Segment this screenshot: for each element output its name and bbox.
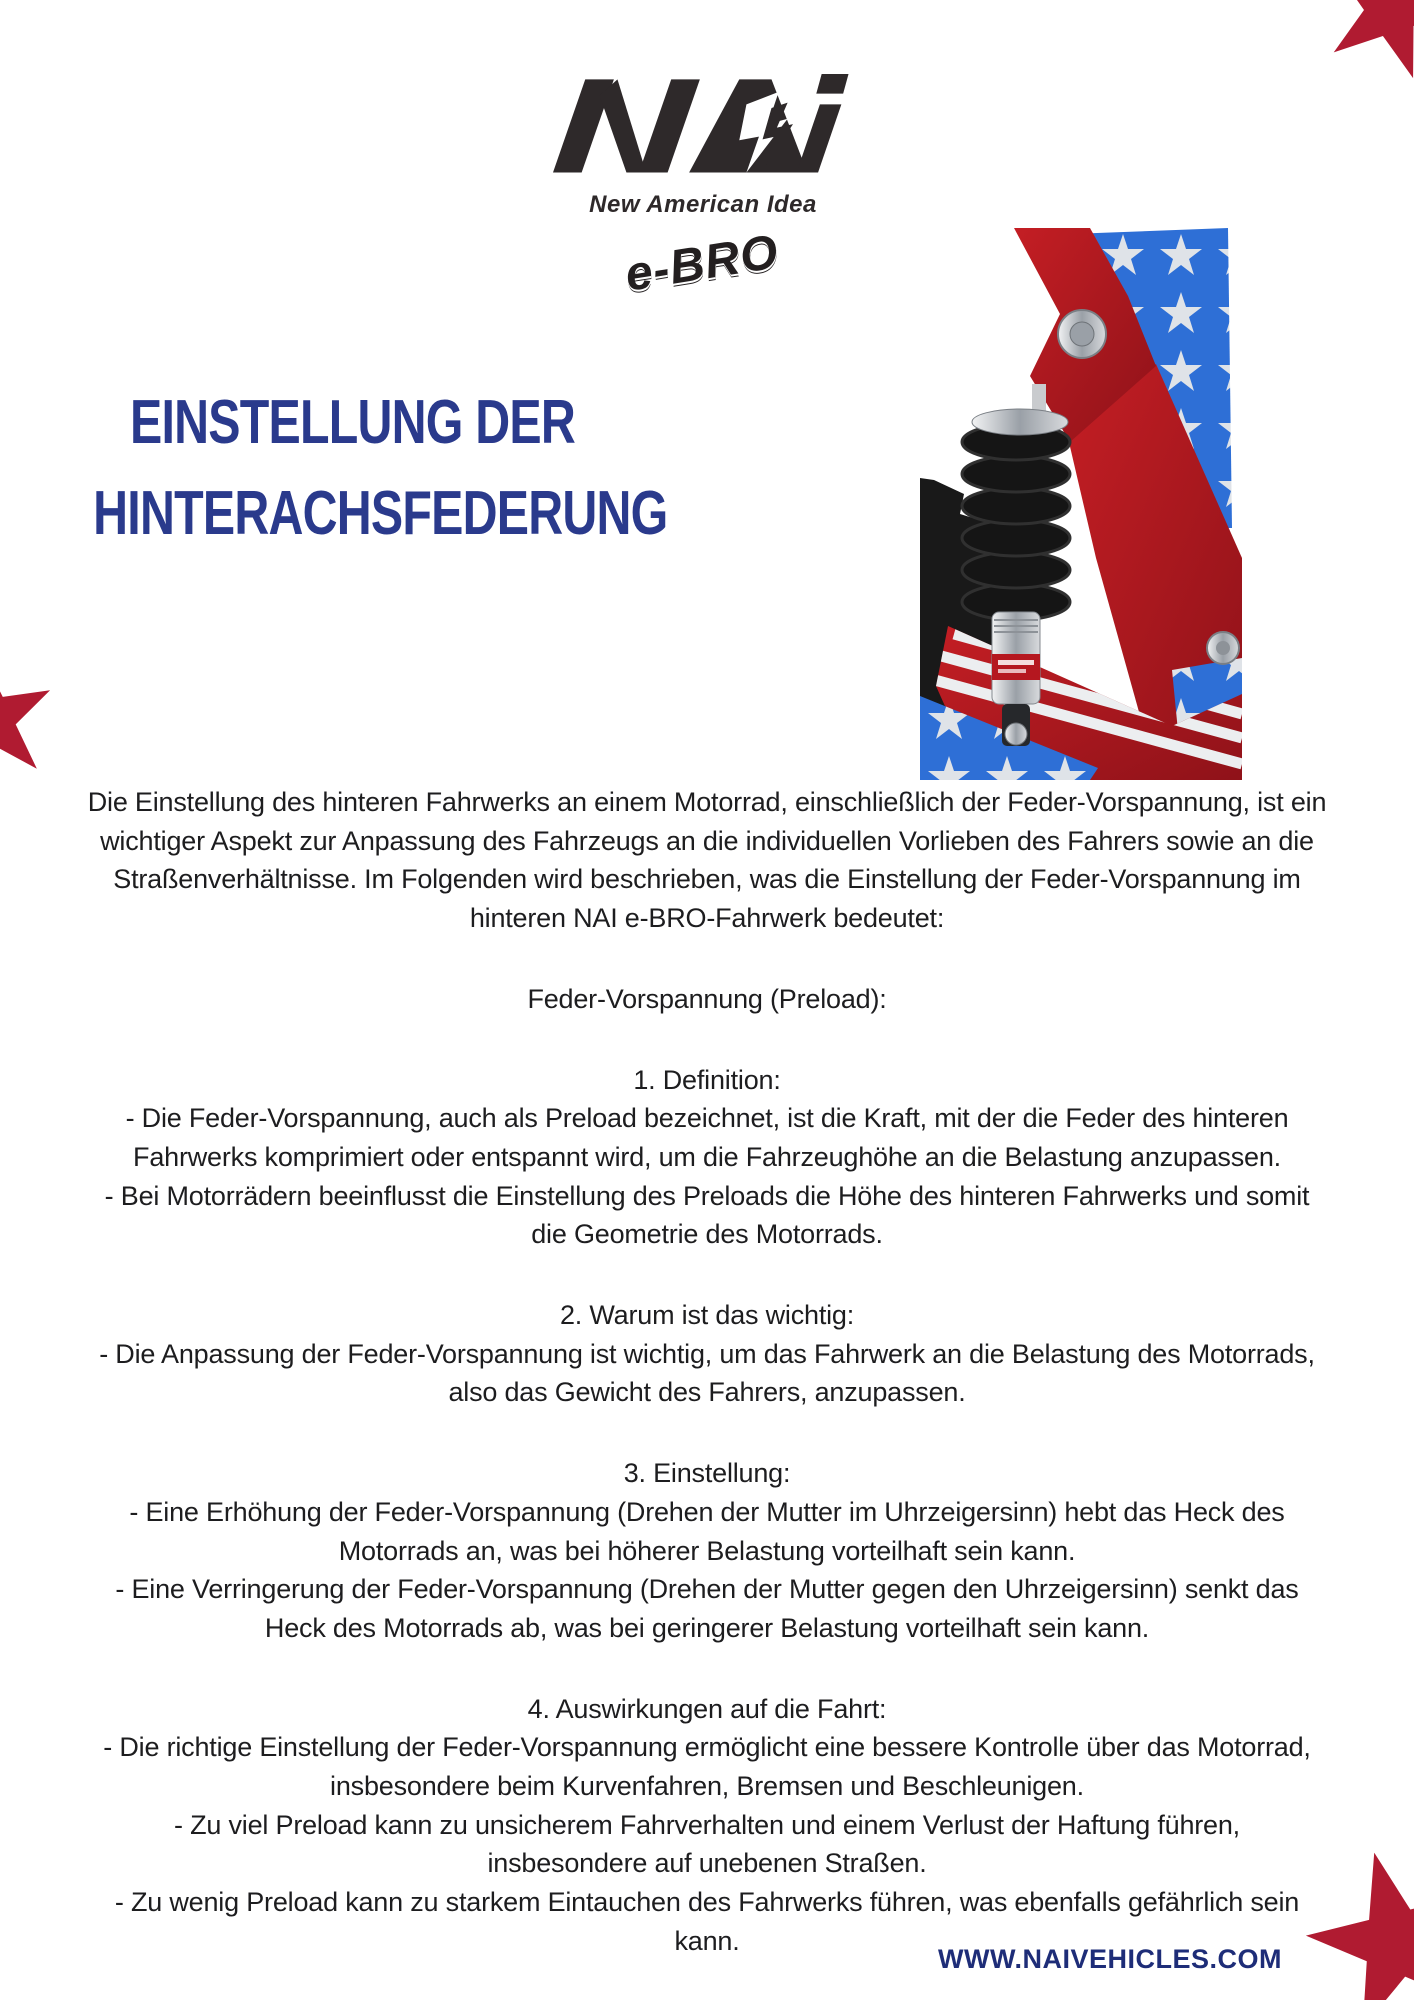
body-line: Motorrads an, was bei höherer Belastung vorteilhaft sein kann. xyxy=(338,1535,1076,1566)
rear-suspension-photo xyxy=(920,228,1242,780)
page-title xyxy=(20,377,685,559)
section-heading: 4. Auswirkungen auf die Fahrt: xyxy=(527,1693,887,1724)
section-definition xyxy=(0,1061,1414,1255)
title-line-1: EINSTELLUNG DER xyxy=(129,388,576,457)
body-line: insbesondere auf unebenen Straßen. xyxy=(487,1848,927,1879)
body-line: also das Gewicht des Fahrers, anzupassen. xyxy=(448,1377,966,1408)
section-heading: 2. Warum ist das wichtig: xyxy=(559,1300,855,1331)
section-adjustment xyxy=(0,1454,1414,1648)
intro-paragraph xyxy=(0,783,1414,938)
body-line: - Eine Erhöhung der Feder-Vorspannung (Drehen der Mutter im Uhrzeigersinn) hebt das Heck des xyxy=(129,1496,1285,1527)
section-importance xyxy=(0,1296,1414,1412)
nai-logo-icon xyxy=(553,66,853,184)
body-line: - Bei Motorrädern beeinflusst die Einstellung des Preloads die Höhe des hinteren Fahrwerks und somit xyxy=(104,1180,1310,1211)
decor-star-left-icon xyxy=(0,643,65,792)
body-line: kann. xyxy=(674,1925,740,1956)
body-line: Die Einstellung des hinteren Fahrwerks an einem Motorrad, einschließlich der Feder-Vorspannung, ist ein xyxy=(87,787,1327,817)
section-ride-effects xyxy=(0,1690,1414,1961)
body-line: hinteren NAI e-BRO-Fahrwerk bedeutet: xyxy=(469,903,945,934)
body-line: Straßenverhältnisse. Im Folgenden wird beschrieben, was die Einstellung der Feder-Vorspannung im xyxy=(113,864,1301,895)
section-heading: 3. Einstellung: xyxy=(623,1458,791,1489)
body-line: - Eine Verringerung der Feder-Vorspannung (Drehen der Mutter gegen den Uhrzeigersinn) senkt das xyxy=(115,1574,1299,1605)
body-line: die Geometrie des Motorrads. xyxy=(531,1219,883,1250)
body-line: insbesondere beim Kurvenfahren, Bremsen und Beschleunigen. xyxy=(330,1771,1084,1802)
body-line: Heck des Motorrads ab, was bei geringerer Belastung vorteilhaft sein kann. xyxy=(264,1612,1150,1643)
body-line: Fahrwerks komprimiert oder entspannt wird, um die Fahrzeughöhe an die Belastung anzupassen. xyxy=(133,1141,1281,1172)
title-line-2: HINTERACHSFEDERUNG xyxy=(93,479,668,548)
body-line: - Die Feder-Vorspannung, auch als Preload bezeichnet, ist die Kraft, mit der die Feder des hinteren xyxy=(125,1103,1289,1134)
brand-tagline: New American Idea xyxy=(589,191,817,218)
preload-subtitle xyxy=(0,980,1414,1019)
ebro-logo: e-BRO xyxy=(621,225,783,302)
body-text xyxy=(0,783,1414,1961)
section-heading: 1. Definition: xyxy=(633,1064,781,1095)
body-line: wichtiger Aspekt zur Anpassung des Fahrzeugs an die individuellen Vorlieben des Fahrers sowie an die xyxy=(100,825,1314,856)
body-line: - Zu viel Preload kann zu unsicherem Fahrverhalten und einem Verlust der Haftung führen, xyxy=(174,1809,1240,1840)
body-line: - Die Anpassung der Feder-Vorspannung ist wichtig, um das Fahrwerk an die Belastung des Motorrads, xyxy=(99,1338,1315,1369)
body-line: - Zu wenig Preload kann zu starkem Eintauchen des Fahrwerks führen, was ebenfalls gefährlich sein xyxy=(114,1887,1300,1918)
body-line: - Die richtige Einstellung der Feder-Vorspannung ermöglicht eine bessere Kontrolle über das Motorrad, xyxy=(103,1732,1311,1763)
website-url: WWW.NAIVEHICLES.COM xyxy=(938,1944,1282,1974)
body-line: Feder-Vorspannung (Preload): xyxy=(527,983,887,1014)
decor-star-top-right-icon xyxy=(1304,0,1414,96)
